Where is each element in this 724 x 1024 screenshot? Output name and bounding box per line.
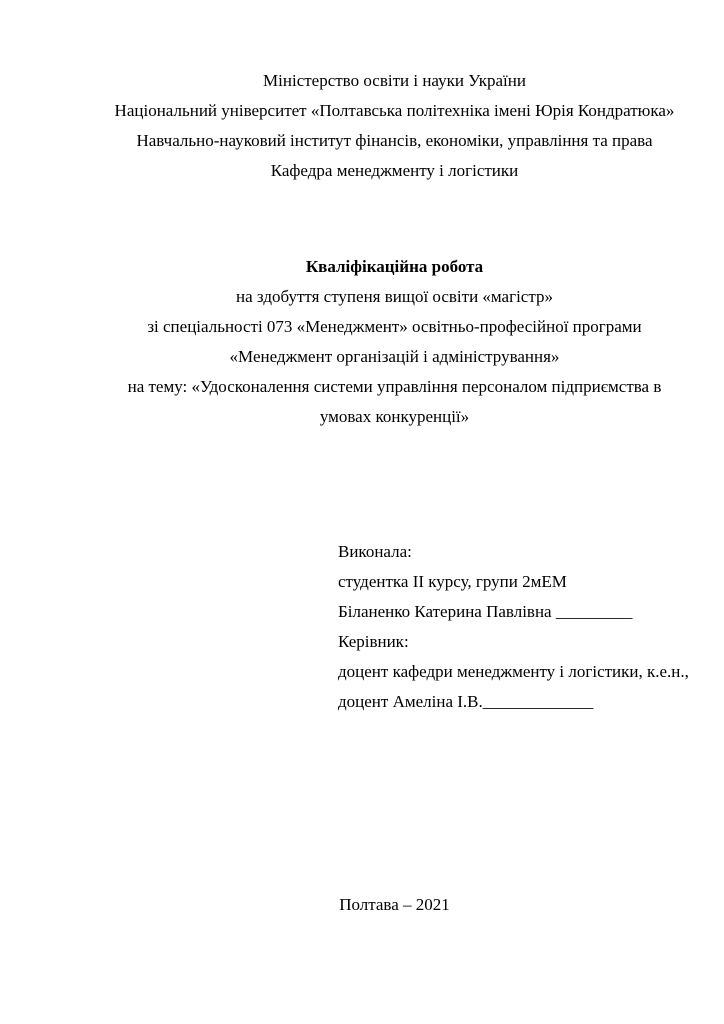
program-line: «Менеджмент організацій і адміністрування» — [229, 347, 560, 366]
page-content — [104, 0, 689, 920]
ministry-line: Міністерство освіти і науки України — [263, 71, 526, 90]
performed-by-label: Виконала: — [338, 542, 412, 561]
performer-block — [338, 537, 689, 717]
student-group-line: студентка ІІ курсу, групи 2мЕМ — [338, 572, 567, 591]
department-line: Кафедра менеджменту і логістики — [270, 161, 519, 180]
footer-block — [104, 890, 685, 920]
thesis-title: Кваліфікаційна робота — [305, 257, 484, 276]
topic-line-1: на тему: «Удосконалення системи управління персоналом підприємства в — [127, 377, 662, 396]
city-year-line: Полтава – 2021 — [339, 895, 450, 914]
supervisor-label: Керівник: — [338, 632, 409, 651]
institution-header — [104, 66, 685, 186]
institute-line: Навчально-науковий інститут фінансів, економіки, управління та права — [136, 131, 653, 150]
supervisor-name-line: доцент Амеліна І.В._____________ — [338, 692, 594, 711]
student-name-line: Біланенко Катерина Павлівна _________ — [338, 602, 633, 621]
degree-line: на здобуття ступеня вищої освіти «магістр» — [236, 287, 553, 306]
thesis-title-block — [104, 252, 685, 432]
topic-line-2: умовах конкуренції» — [319, 407, 470, 426]
university-line: Національний університет «Полтавська політехніка імені Юрія Кондратюка» — [114, 101, 675, 120]
supervisor-position-line: доцент кафедри менеджменту і логістики, к.е.н., — [338, 662, 689, 681]
specialty-line: зі спеціальності 073 «Менеджмент» освітньо-професійної програми — [147, 317, 642, 336]
